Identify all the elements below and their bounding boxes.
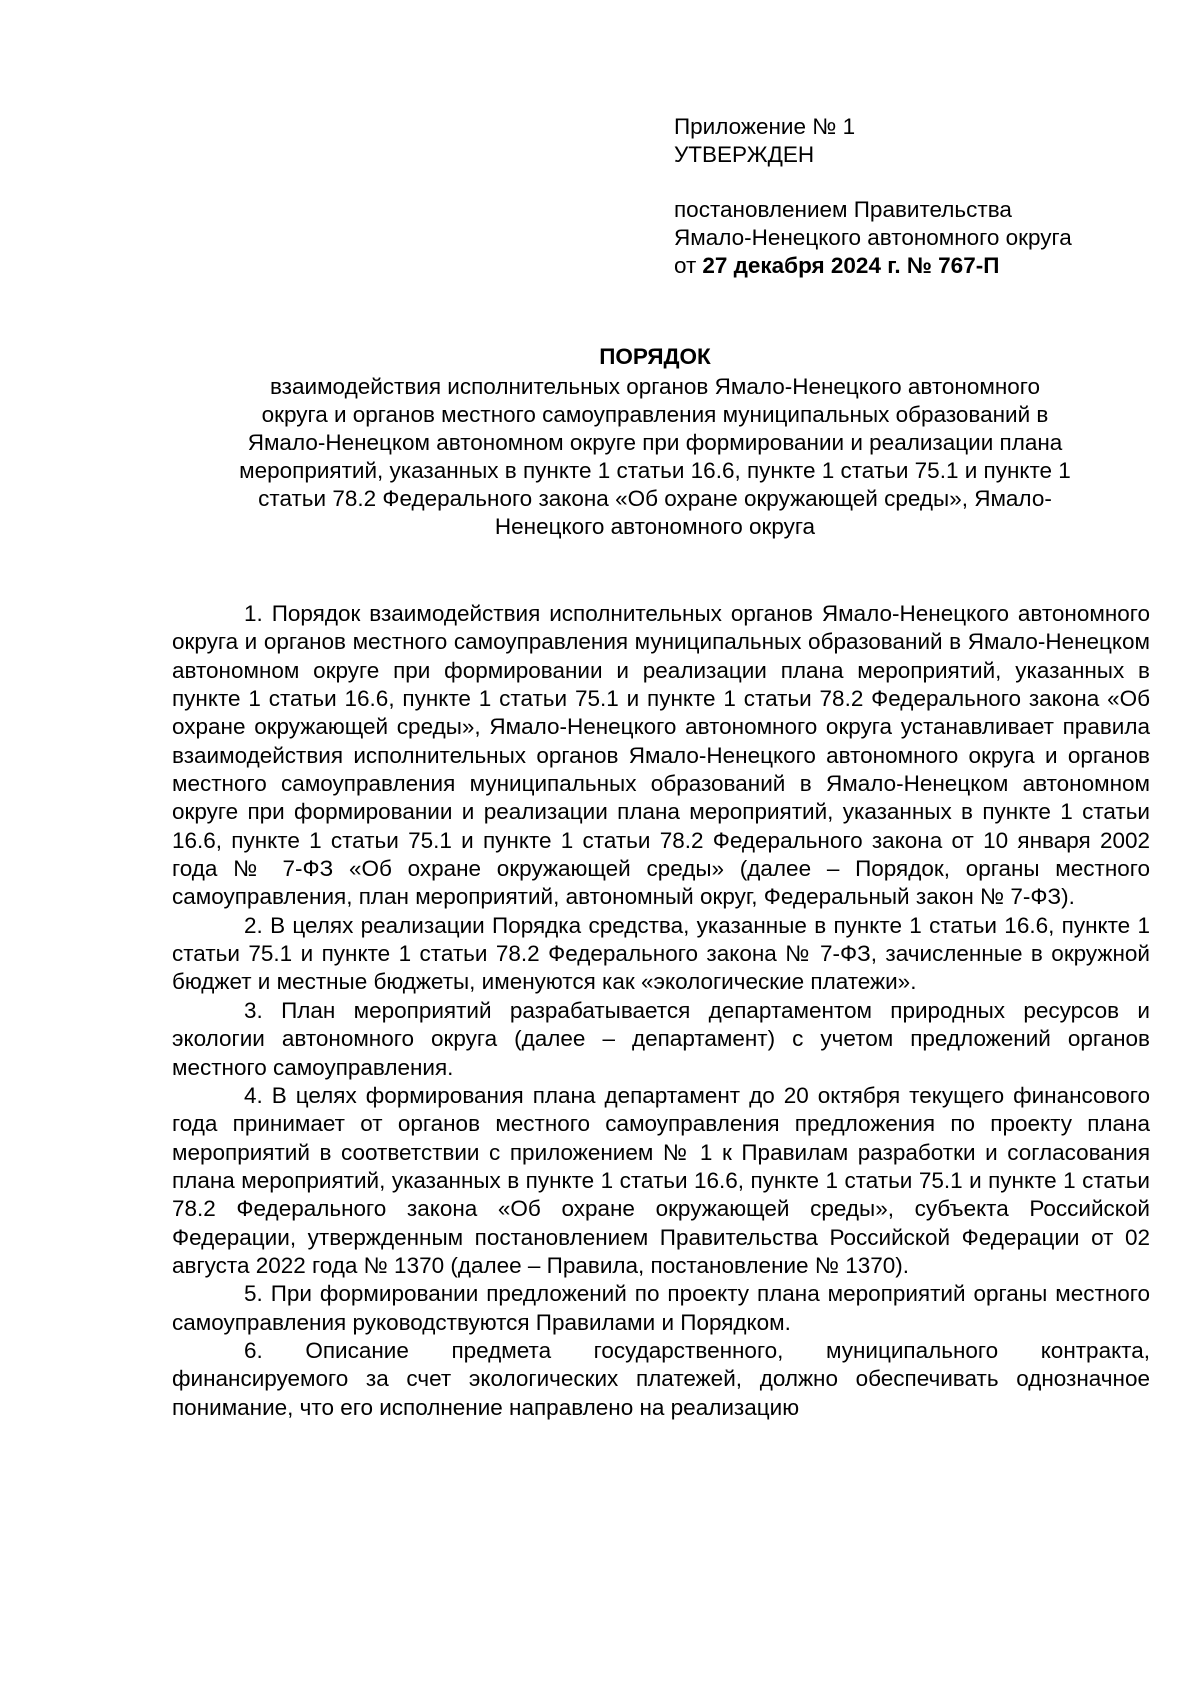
paragraph-3: 3. План мероприятий разрабатывается департаментом природных ресурсов и экологии автономного округа (далее – департамент) с учетом предложений органов местного самоуправления.: [172, 997, 1150, 1080]
paragraph-2: 2. В целях реализации Порядка средства, указанные в пункте 1 статьи 16.6, пункте 1 статьи 75.1 и пункте 1 статьи 78.2 Федерального закона № 7-ФЗ, зачисленные в окружной бюджет и местные бюджеты, именуются как «экологические платежи».: [172, 912, 1150, 995]
document-body: [172, 600, 1150, 1422]
appendix-label: Приложение № 1: [674, 114, 856, 139]
decree-line-1: постановлением Правительства: [674, 197, 1012, 222]
subtitle-line: округа и органов местного самоуправления муниципальных образований в: [261, 402, 1049, 427]
paragraph-5: 5. При формировании предложений по проекту плана мероприятий органы местного самоуправления руководствуются Правилами и Порядком.: [172, 1281, 1150, 1335]
approved-label: УТВЕРЖДЕН: [674, 142, 815, 167]
document-heading: [160, 343, 1150, 541]
decree-date-number: 27 декабря 2024 г. № 767-П: [702, 253, 1000, 278]
document-subtitle: [160, 373, 1150, 541]
approval-stamp-block: [674, 113, 1154, 280]
subtitle-line: Ямало-Ненецком автономном округе при формировании и реализации плана: [247, 430, 1063, 455]
subtitle-line: статьи 78.2 Федерального закона «Об охране окружающей среды», Ямало-: [258, 486, 1052, 511]
paragraph-1: 1. Порядок взаимодействия исполнительных органов Ямало-Ненецкого автономного округа и органов местного самоуправления муниципальных образований в Ямало-Ненецком автономном округе при формировании и реализации плана мероприятий, указанных в пункте 1 статьи 16.6, пункте 1 статьи 75.1 и пункте 1 статьи 78.2 Федерального закона «Об охране окружающей среды», Ямало-Ненецкого автономного округа устанавливает правила взаимодействия исполнительных органов Ямало-Ненецкого автономного округа и органов местного самоуправления муниципальных образований в Ямало-Ненецком автономном округе при формировании и реализации плана мероприятий, указанных в пункте 1 статьи 16.6, пункте 1 статьи 75.1 и пункте 1 статьи 78.2 Федерального закона от 10 января 2002 года № 7-ФЗ «Об охране окружающей среды» (далее – Порядок, органы местного самоуправления, план мероприятий, автономный округ, Федеральный закон № 7-ФЗ).: [172, 601, 1150, 910]
paragraph-4: 4. В целях формирования плана департамент до 20 октября текущего финансового года принимает от органов местного самоуправления предложения по проекту плана мероприятий в соответствии с приложением № 1 к Правилам разработки и согласования плана мероприятий, указанных в пункте 1 статьи 16.6, пункте 1 статьи 75.1 и пункте 1 статьи 78.2 Федерального закона «Об охране окружающей среды», субъекта Российской Федерации, утвержденным постановлением Правительства Российской Федерации от 02 августа 2022 года № 1370 (далее – Правила, постановление № 1370).: [172, 1082, 1150, 1278]
date-prefix: от: [674, 253, 697, 278]
decree-date-line: [674, 252, 1154, 280]
document-title: ПОРЯДОК: [599, 344, 711, 369]
subtitle-line: мероприятий, указанных в пункте 1 статьи 16.6, пункте 1 статьи 75.1 и пункте 1: [239, 458, 1071, 483]
paragraph-6: 6. Описание предмета государственного, муниципального контракта, финансируемого за счет экологических платежей, должно обеспечивать однозначное понимание, что его исполнение направлено на реализацию: [172, 1337, 1150, 1420]
spacer: [674, 169, 1154, 196]
decree-line-2: Ямало-Ненецкого автономного округа: [674, 225, 1072, 250]
subtitle-line: Ненецкого автономного округа: [494, 514, 816, 539]
subtitle-line: взаимодействия исполнительных органов Ямало-Ненецкого автономного: [269, 374, 1041, 399]
